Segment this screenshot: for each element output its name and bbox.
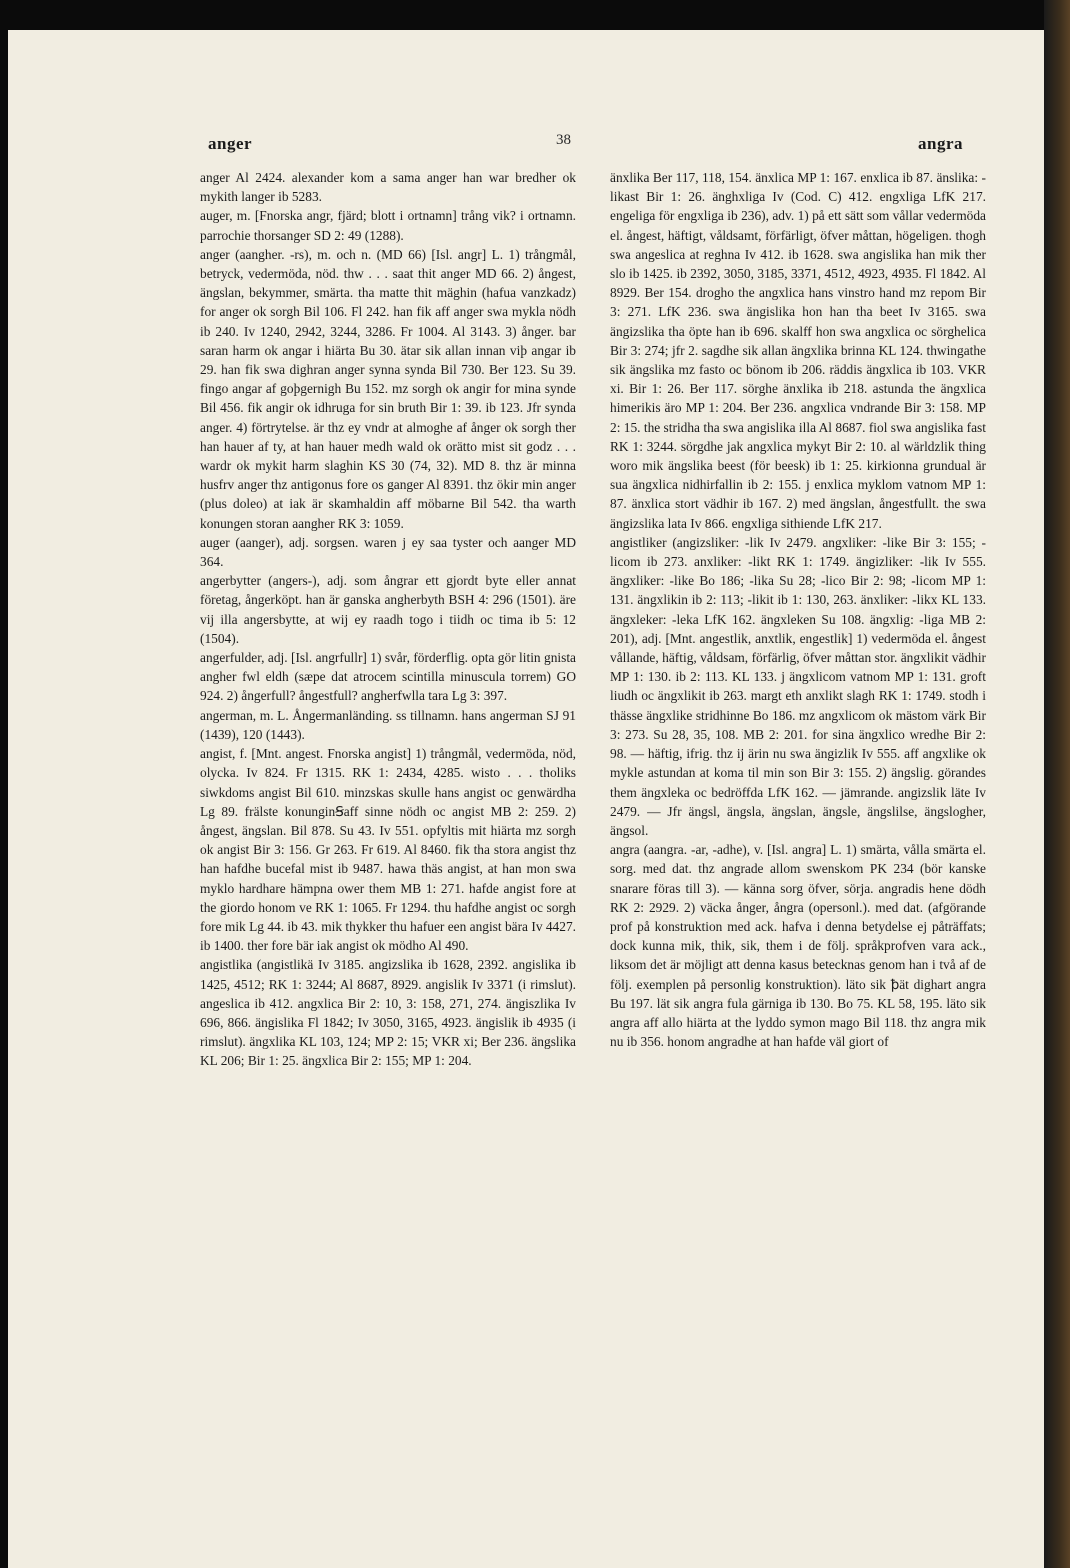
header-right-word: angra (918, 134, 963, 153)
entry-paragraph: angerfulder, adj. [Isl. angrfullr] 1) svår, förderflig. opta gör litin gnista angher fwl eldh (sæpe dat atrocem scintilla minuscula torrem) GO 924. 2) ångerfull? ångestfull? angherfwlla tara Lg 3: 397. (200, 650, 576, 704)
entry-paragraph: angistliker (angizsliker: -lik Iv 2479. angxliker: -like Bir 3: 155; -licom ib 273. anxliker: -likt RK 1: 1749. ängizliker: -lik Iv 555. ängxliker: -like Bo 186; -lika Su 28; -lico Bir 2: 98; -licom MP 1: 131. ängxlikin ib 2: 113; -likit ib 1: 130, 263. änxliker: -likx KL 133. ängxleker: -leka LfK 162. ängxleken Su 108. ängxlig: -liga MB 2: 201), adj. [Mnt. angestlik, anxtlik, engestlik] 1) vedermöda el. ångest vållande, häftig, våldsam, förfärlig, öfver måttan stor. ängxlikit vädhir MP 1: 130. ib 2: 113. KL 133. j ängxlicom vatnom MP 1: 131. groft liudh oc ängxlikit ib 263. margt eth anxlikt slagh RK 1: 1749. stodh i thässe ängxlike stridhinne Bo 186. mz angxlicom ok mästom värk Bir 3: 273. Su 28, 35, 108. MB 2: 201. for sina ängxlico wredhe Bir 2: 98. — häftig, ifrig. thz ij ärin nu swa ängizlik Iv 555. aff angxlike ok mykle astundan at koma til min son Bir 3: 155. 2) ängslig. görandes them ängxleka oc bedröffda LfK 162. — jämrande. angizslik läte Iv 2479. — Jfr ängsl, ängsla, ängslan, ängsle, ängslilse, ängslogher, ängsol. (610, 534, 986, 838)
header-left-word: anger (208, 134, 253, 153)
entry-paragraph: auger, m. [Fnorska angr, fjärd; blott i ortnamn] trång vik? i ortnamn. parrochie thorsanger SD 2: 49 (1288). (200, 208, 576, 243)
entry-paragraph: auger (aanger), adj. sorgsen. waren j ey saa tyster och aanger MD 364. (200, 534, 576, 570)
entry-paragraph: anger Al 2424. alexander kom a sama anger han war bredher ok mykith langer ib 5283. (200, 170, 576, 205)
entry-paragraph: angerbytter (angers-), adj. som ångrar ett gjordt byte eller annat företag, ångerköpt. han är ganska angherbyth BSH 4: 296 (1501). äre vij illa angersbytte, at wij ey raadh togo i tiidh oc tima ib 5: 12 (1504). (200, 573, 576, 646)
book-binding-edge (1044, 0, 1070, 1568)
left-column (200, 168, 576, 1071)
entry-paragraph: anger (aangher. -rs), m. och n. (MD 66) [Isl. angr] L. 1) trångmål, betryck, vedermöda, nöd. thw . . . saat thit anger MD 66. 2) ångest, ängslan, bekymmer, smärta. tha matte thit mäghin (hafua vanzkadz) for anger ok sorgh Bil 106. Fl 242. han fik aff anger swa mykla nödh ib 240. Iv 1240, 2942, 3244, 3286. Fr 1004. Al 3143. 3) ånger. bar saran harm ok angar i hiärta Bu 30. ätar sik allan innan viþ angar ib 29. han fik swa dighran anger synna synda Bil 730. Ber 123. Su 39. fingo angar af goþgernigh Bu 152. mz sorgh ok angir for mina synde Bil 456. fik angir ok idhruga for sin bruth Bir 1: 39. ib 123. Jfr synda anger. 4) förtrytelse. är thz ey vndr at almoghe af ånger ok sorgh ther han hauer af ty, at han hauer medh wald ok orätto mist sit godz . . . wardr ok mykit harm slaghin KS 30 (74, 32). MD 8. thz är minna husfrv anger thz antigonus fore os ganger Al 8391. thz ökir min anger (plus doleo) at iak är skamhaldin aff möbarne Bil 542. tha warth konungen storan aangher RK 3: 1059. (200, 246, 576, 531)
page-number: 38 (556, 132, 571, 148)
dictionary-page (8, 30, 1044, 1568)
entry-paragraph: angerman, m. L. Ångermanländing. ss tillnamn. hans angerman SJ 91 (1439), 120 (1443). (200, 707, 576, 742)
entry-paragraph: angistlika (angistlikä Iv 3185. angizslika ib 1628, 2392. angislika ib 1425, 4512; RK 1: 3244; Al 8687, 8929. angislik Iv 3371 (i rimslut). angeslica ib 412. angxlica Bir 2: 10, 3: 158, 271, 274. ängiszlika Iv 696, 866. ängislika Fl 1842; Iv 3050, 3165, 4923. ängislik ib 4935 (i rimslut). ängxlika KL 103, 124; MP 2: 15; VKR xi; Ber 236. ängslika KL 206; Bir 1: 25. ängxlica Bir 2: 155; MP 1: 204. (200, 957, 576, 1069)
entry-paragraph: änxlika Ber 117, 118, 154. änxlica MP 1: 167. enxlica ib 87. änslika: -likast Bir 1: 26. änghxliga Iv (Cod. C) 412. engxliga LfK 217. engeliga för engxliga ib 236), adv. 1) på ett sätt som vållar vedermöda el. ångest, häftigt, våldsamt, förfärligt, öfver måttan, högeligen. thogh swa angeslica at reghna Iv 412. ib 1628. swa angislika han mik ther slo ib 1425. ib 2392, 3050, 3185, 3371, 4512, 4923, 4935. Fl 1842. Al 8929. Ber 154. drogho the angxlica hans vinstro hand mz repom Bir 3: 271. LfK 236. swa ängislika hon han tha beet Iv 3165. swa ängizslika tha öpte han ib 696. skalff hon swa angxlica oc sörghelica Bir 3: 274; jfr 2. sagdhe sik allan ängxlika brinna KL 124. thwingathe sik ängslika mz fasto oc bönom ib 206. räddis ängxlica ib 103. VKR xi. Bir 1: 26. Ber 117. sörghe änxlika ib 218. astunda the ängxlica himerikis äro MP 1: 204. Ber 236. angxlica vndrande Bir 3: 158. MP 2: 15. the stridha tha swa angislika illa Al 8687. fiol swa angislika fast RK 1: 3244. sörgdhe jak angxlica mykyt Bir 2: 10. al wärldzlik thing woro mik ängslika beest (för beesk) ib 1: 25. kirkionna grundual är sua ängxlica nidhirfallin ib 2: 155. j enxlica myklom vatnom MP 1: 87. änxlica stort vädhir ib 167. 2) med ängslan, ångestfullt. the swa ängizslika lata Iv 866. engxliga sithiende LfK 217. (610, 170, 986, 531)
entry-paragraph: angra (aangra. -ar, -adhe), v. [Isl. angra] L. 1) smärta, vålla smärta el. sorg. med dat. thz angrade allom swenskom PK 234 (bör kanske snarare föras till 3). — känna sorg öfver, sörja. angradis hene dödh RK 2: 2929. 2) väcka ånger, ångra (opersonl.). med dat. (afgörande prof på konstruktion med ack. hafva i denna betydelse ej påträffats; dock kunna mik, thik, sik, them i de följ. språkprofven vara ack., liksom det är möjligt att denna kasus betecknas genom han i två af de följ. exemplen på personlig konstruktion). läto sik ꝥät dighart angra Bu 197. lät sik angra fula gärniga ib 130. Bo 75. KL 58, 195. läto sik angra aff allo hiärta at the lyddo symon mago Bil 118. thz angra mik nu ib 356. honom angradhe at han hafde väl giort of (610, 842, 986, 1050)
entry-paragraph: angist, f. [Mnt. angest. Fnorska angist] 1) trångmål, vedermöda, nöd, olycka. Iv 824. Fr 1315. RK 1: 2434, 4285. wisto . . . tholiks siwkdoms angist Bil 610. minzskas skulle hans angist oc genwärdha Lg 89. frälste konunginꞨaff sinne nödh oc angist MB 2: 259. 2) ångest, ängslan. Bil 878. Su 43. Iv 551. opfyltis mit hiärta mz sorgh ok angist Bir 3: 156. Gr 263. Fr 619. Al 8460. fik tha stora angist thz han hafdhe bucefal mist ib 9487. hawa thäs angist, at han mon swa myklo hardhare hämpna ower them MB 1: 271. hafde angist fore at the giordo honom ve RK 1: 1065. Fr 1294. thu hafdhe angist oc sorgh fore mik Lg 44. ib 43. mik thykker thu hafuer een angist bära Iv 4427. ib 1400. ther fore bär iak angist ok mödho Al 490. (200, 746, 576, 954)
scan-top-edge (0, 0, 1070, 30)
right-column (610, 168, 986, 1051)
running-header (8, 126, 1044, 156)
